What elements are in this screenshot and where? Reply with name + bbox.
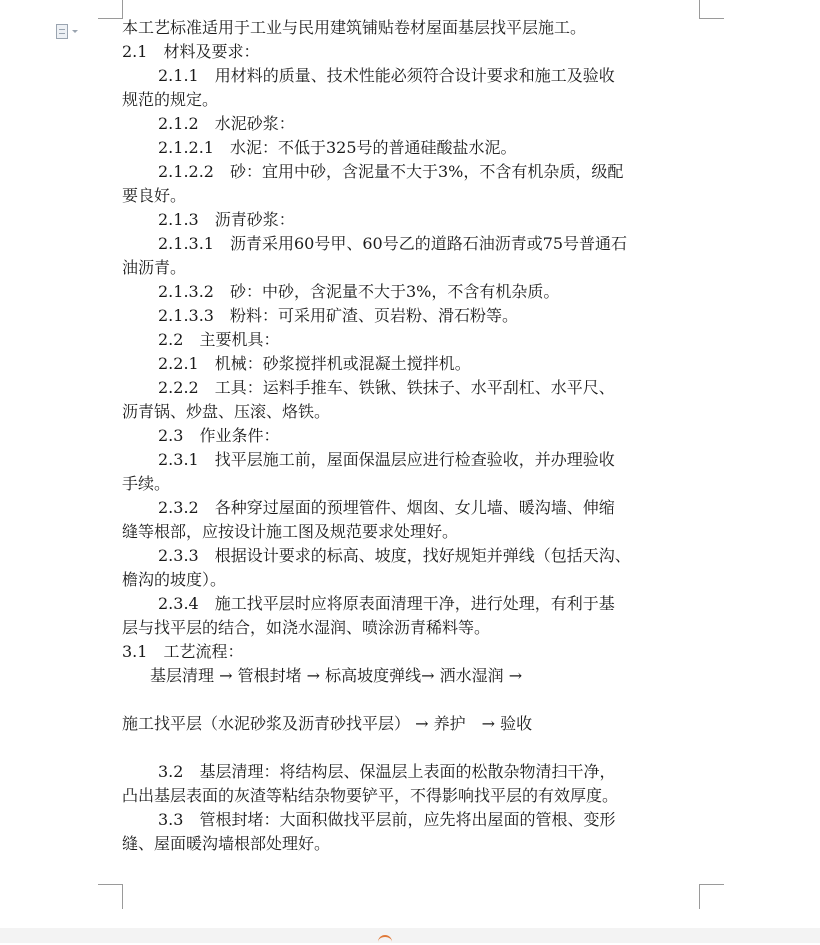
paragraph-line: 2.3.4 施工找平层时应将原表面清理干净，进行处理，有利于基 bbox=[158, 594, 615, 613]
blank-line bbox=[122, 688, 702, 712]
paragraph-line: 2.3.1 找平层施工前，屋面保温层应进行检查验收，并办理验收 bbox=[158, 450, 615, 469]
paragraph-line: 2.1.3 沥青砂浆： bbox=[158, 210, 295, 229]
paragraph-line: 施工找平层（水泥砂浆及沥青砂找平层） → 养护 → 验收 bbox=[122, 714, 533, 733]
paragraph-line: 沥青锅、炒盘、压滚、烙铁。 bbox=[122, 402, 331, 421]
document-icon bbox=[56, 24, 68, 39]
paragraph-line: 3.3 管根封堵：大面积做找平层前，应先将出屋面的管根、变形 bbox=[158, 810, 616, 829]
document-body[interactable] bbox=[122, 16, 702, 856]
paragraph-line: 2.1.1 用材料的质量、技术性能必须符合设计要求和施工及验收 bbox=[158, 66, 615, 85]
paragraph-line: 2.1.3.1 沥青采用60号甲、60号乙的道路石油沥青或75号普通石 bbox=[158, 234, 628, 253]
paragraph-line: 本工艺标准适用于工业与民用建筑铺贴卷材屋面基层找平层施工。 bbox=[122, 18, 587, 37]
paragraph-line: 2.1.2 水泥砂浆： bbox=[158, 114, 295, 133]
paragraph-line: 2.3.3 根据设计要求的标高、坡度，找好规矩并弹线（包括天沟、 bbox=[158, 546, 631, 565]
paragraph-line: 3.1 工艺流程： bbox=[122, 642, 244, 661]
page-gap bbox=[0, 928, 820, 943]
paragraph-line: 3.2 基层清理：将结构层、保温层上表面的松散杂物清扫干净， bbox=[158, 762, 616, 781]
crop-mark-top-left bbox=[98, 0, 123, 19]
paragraph-line: 层与找平层的结合，如浇水湿润、喷涂沥青稀料等。 bbox=[122, 618, 491, 637]
paragraph-line: 2.1 材料及要求： bbox=[122, 42, 260, 61]
paragraph-line: 缝、屋面暖沟墙根部处理好。 bbox=[122, 834, 331, 853]
paragraph-line: 规范的规定。 bbox=[122, 90, 219, 109]
paragraph-line: 2.2.1 机械：砂浆搅拌机或混凝土搅拌机。 bbox=[158, 354, 471, 373]
paragraph-line: 凸出基层表面的灰渣等粘结杂物要铲平，不得影响找平层的有效厚度。 bbox=[122, 786, 619, 805]
chevron-down-icon bbox=[72, 30, 78, 33]
paragraph-line: 2.1.3.2 砂：中砂，含泥量不大于3%，不含有机杂质。 bbox=[158, 282, 560, 301]
paragraph-line: 手续。 bbox=[122, 474, 171, 493]
paragraph-line: 2.1.2.1 水泥：不低于325号的普通硅酸盐水泥。 bbox=[158, 138, 517, 157]
paragraph-line: 檐沟的坡度）。 bbox=[122, 570, 227, 589]
paragraph-line: 2.1.2.2 砂：宜用中砂，含泥量不大于3%，不含有机杂质，级配 bbox=[158, 162, 624, 181]
paragraph-line: 基层清理 → 管根封堵 → 标高坡度弹线→ 洒水湿润 → bbox=[150, 666, 523, 685]
crop-mark-top-right bbox=[699, 0, 724, 19]
crop-mark-bottom-left bbox=[98, 884, 123, 909]
paragraph-line: 2.1.3.3 粉料：可采用矿渣、页岩粉、滑石粉等。 bbox=[158, 306, 518, 325]
paragraph-line: 2.2.2 工具：运料手推车、铁锹、铁抹子、水平刮杠、水平尺、 bbox=[158, 378, 615, 397]
paragraph-options-icon[interactable] bbox=[56, 22, 82, 40]
paragraph-line: 2.3 作业条件： bbox=[158, 426, 280, 445]
paragraph-line: 2.2 主要机具： bbox=[158, 330, 280, 349]
paragraph-line: 2.3.2 各种穿过屋面的预埋管件、烟囱、女儿墙、暖沟墙、伸缩 bbox=[158, 498, 615, 517]
blank-line bbox=[122, 736, 702, 760]
paragraph-line: 要良好。 bbox=[122, 186, 187, 205]
next-page-mark bbox=[378, 935, 392, 945]
crop-mark-bottom-right bbox=[699, 884, 724, 909]
paragraph-line: 油沥青。 bbox=[122, 258, 187, 277]
paragraph-line: 缝等根部，应按设计施工图及规范要求处理好。 bbox=[122, 522, 459, 541]
